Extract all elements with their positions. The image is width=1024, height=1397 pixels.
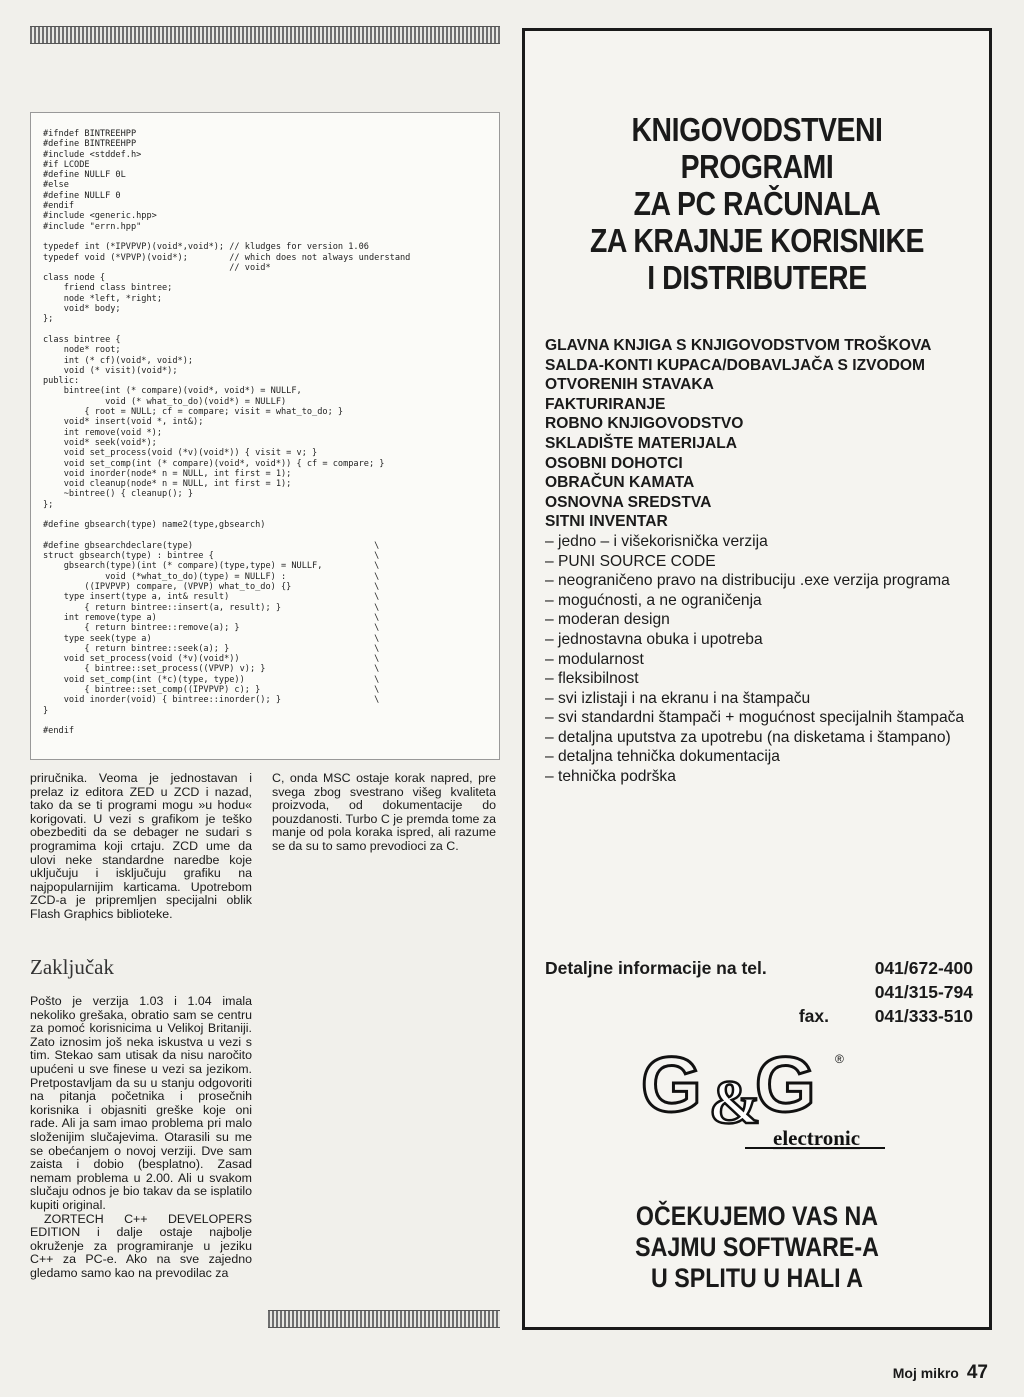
section-heading: Zaključak xyxy=(30,955,114,979)
feature-item: – detaljna uputstva za upotrebu (na disketama i štampano) xyxy=(545,728,951,746)
code-listing: #ifndef BINTREEHPP #define BINTREEHPP #include <stddef.h> #if LCODE #define NULLF 0L #else #define NULLF 0 #endif #include <generic.hpp> #include "errn.hpp" typedef int (*IPVPVP)(void*,void*); // kludges for version 1.06 typedef void (*VPVP)(void*); // which does not always understand // void* class node { friend class bintree; node *left, *right; void* body; }; class bintree { node* root; int (* cf)(void*, void*); void (* visit)(void*); public: bintree(int (* compare)(void*, void*) = NULLF, void (* what_to_do)(void*) = NULLF) { root = NULL; cf = compare; visit = what_to_do; } void* insert(void *, int&); int remove(void *); void* seek(void*); void set_process(void (*v)(void*)) { visit = v; } void set_comp(int (* compare)(void*, void*)) { cf = compare; } void inorder(node* n = NULL, int first = 1); void cleanup(node* n = NULL, int first = 1); ~bintree() { cleanup(); } }; #define gbsearch(type) name2(type,gbsearch) #define gbsearchdeclare(type) \ struct gbsearch(type) : bintree { \ gbsearch(type)(int (* compare)(type,type) = NULLF, \ void (*what_to_do)(type) = NULLF) : \ ((IPVPVP) compare, (VPVP) what_to_do) {} \ type insert(type a, int& result) \ { return bintree::insert(a, result); } \ int remove(type a) \ { return bintree::remove(a); } \ type seek(type a) \ { return bintree::seek(a); } \ void set_process(void (*v)(void*)) \ { bintree::set_process((VPVP) v); } \ void set_comp(int (*c)(type, type)) \ { bintree::set_comp((IPVPVP) c); } \ void inorder(void) { bintree::inorder(); } \ } #endif xyxy=(43,129,411,737)
product-item: OSOBNI DOHOTCI xyxy=(545,454,683,472)
feature-item: – fleksibilnost xyxy=(545,670,639,688)
phone-number: 041/672-400 xyxy=(874,958,973,978)
logo-letter-g-left: G xyxy=(641,1041,702,1128)
feature-item: – tehnička podrška xyxy=(545,768,676,786)
top-stripe xyxy=(30,26,500,44)
feature-item: – svi izlistaji i na ekranu i na štampaču xyxy=(545,689,811,707)
article-paragraph: priručnika. Veoma je jednostavan i prelaz iz editora ZED u ZCD i nazad, tako da se ti programi mogu »u hodu« korigovati. U vezi s grafikom je teško obezbediti da se debager ne sudari s programima koji crtaju. ZCD ume da ulovi neke standardne naredbe koje uključuju i isključuju grafiku na najpopularnijim karticama. Upotrebom ZCD-a je pripremljen specijalni oblik Flash Graphics biblioteke. xyxy=(30,771,252,921)
ad-title-line: ZA PC RAČUNALA xyxy=(633,185,881,222)
feature-item: – moderan design xyxy=(545,611,670,629)
feature-item: – svi standardni štampači + mogućnost specijalnih štampača xyxy=(545,709,965,727)
article-column-1-top xyxy=(30,772,252,922)
advertisement xyxy=(522,28,992,1330)
contact-label: Detaljne informacije na tel. xyxy=(545,958,767,978)
product-item: ROBNO KNJIGOVODSTVO xyxy=(545,415,744,433)
ad-title-line: I DISTRIBUTERE xyxy=(647,259,867,296)
feature-item: – PUNI SOURCE CODE xyxy=(545,552,716,570)
gg-electronic-logo xyxy=(635,1041,895,1151)
feature-item: – mogućnosti, a ne ograničenja xyxy=(545,591,762,609)
phone-number: 041/315-794 xyxy=(874,982,973,1002)
fax-number: 041/333-510 xyxy=(874,1006,973,1026)
logo-ampersand: & xyxy=(709,1069,761,1137)
ad-title-line: KNIGOVODSTVENI PROGRAMI xyxy=(631,111,883,185)
feature-item: – modularnost xyxy=(545,650,644,668)
logo-registered: ® xyxy=(835,1052,844,1066)
article-paragraph: Pošto je verzija 1.03 i 1.04 imala nekoliko grešaka, obratio sam se centru za pomoć korisnicima u Velikoj Britaniji. Zato iznosim još neka iskustva u vezi s tim. Stekao sam utisak da nisu naročito upućeni u sve finese u vezi sa jezikom. Pretpostavljam da su u stanju odgovoriti na pitanja početnika i prosečnih korisnika i objasniti greške koje oni rade. Ali ja sam imao problema pri malo složenijim slučajevima. Otarasili su me se obećanjem o novoj verziji. Dve sam zaista i dobio (besplatno). Zasad nemam problema u 2.00. Ali u svakom slučaju odnos je bio takav da se isplatilo kupiti original. xyxy=(30,994,252,1212)
article-paragraph: C, onda MSC ostaje korak napred, pre svega zbog svestrano višeg kvaliteta proizvoda, od dokumentacije do pouzdanosti. Turbo C je premda tome za manje od pola koraka ispred, ali razume se da su to samo prevodioci za C. xyxy=(272,771,496,853)
ad-bottom-line: OČEKUJEMO VAS NA xyxy=(635,1201,879,1231)
ad-bottom-line: U SPLITU U HALI A xyxy=(651,1263,863,1293)
logo-letter-g-right: G xyxy=(755,1041,816,1128)
ad-title-line: ZA KRAJNJE KORISNIKE xyxy=(589,222,925,259)
feature-item: – neograničeno pravo na distribuciju .exe verzija programa xyxy=(545,572,950,590)
code-listing-box xyxy=(30,112,500,760)
feature-item: – jedno – i višekorisnička verzija xyxy=(545,532,768,550)
ad-title xyxy=(525,111,989,296)
page-footer xyxy=(893,1362,988,1384)
ad-product-list xyxy=(545,336,975,787)
magazine-name: Moj mikro xyxy=(892,1365,959,1381)
article-column-1-bottom xyxy=(30,995,252,1280)
article-paragraph: ZORTECH C++ DEVELOPERS EDITION i dalje ostaje najbolje okruženje za programiranje u jeziku C++ za PC-e. Ako na sve zajedno gledamo samo kao na prevodilac za xyxy=(30,1211,252,1280)
product-item: SKLADIŠTE MATERIJALA xyxy=(545,434,738,452)
feature-item: – jednostavna obuka i upotreba xyxy=(545,630,763,648)
fax-label: fax. xyxy=(798,1006,829,1026)
product-item: OSNOVNA SREDSTVA xyxy=(545,493,712,511)
product-item: SITNI INVENTAR xyxy=(545,513,668,531)
page-number: 47 xyxy=(966,1362,988,1383)
product-item: SALDA-KONTI KUPACA/DOBAVLJAČA S IZVODOM OTVORENIH STAVAKA xyxy=(545,356,926,394)
ad-bottom-line: SAJMU SOFTWARE-A xyxy=(635,1232,879,1262)
product-item: FAKTURIRANJE xyxy=(545,395,666,413)
feature-item: – detaljna tehnička dokumentacija xyxy=(545,748,780,766)
product-item: OBRAČUN KAMATA xyxy=(545,474,695,492)
product-item: GLAVNA KNJIGA S KNJIGOVODSTVOM TROŠKOVA xyxy=(545,337,932,354)
article-column-2 xyxy=(272,772,496,854)
ad-contact xyxy=(545,956,973,1028)
logo-subtitle: electronic xyxy=(773,1126,861,1150)
bottom-stripe xyxy=(268,1310,500,1328)
ad-bottom-message xyxy=(525,1201,989,1294)
